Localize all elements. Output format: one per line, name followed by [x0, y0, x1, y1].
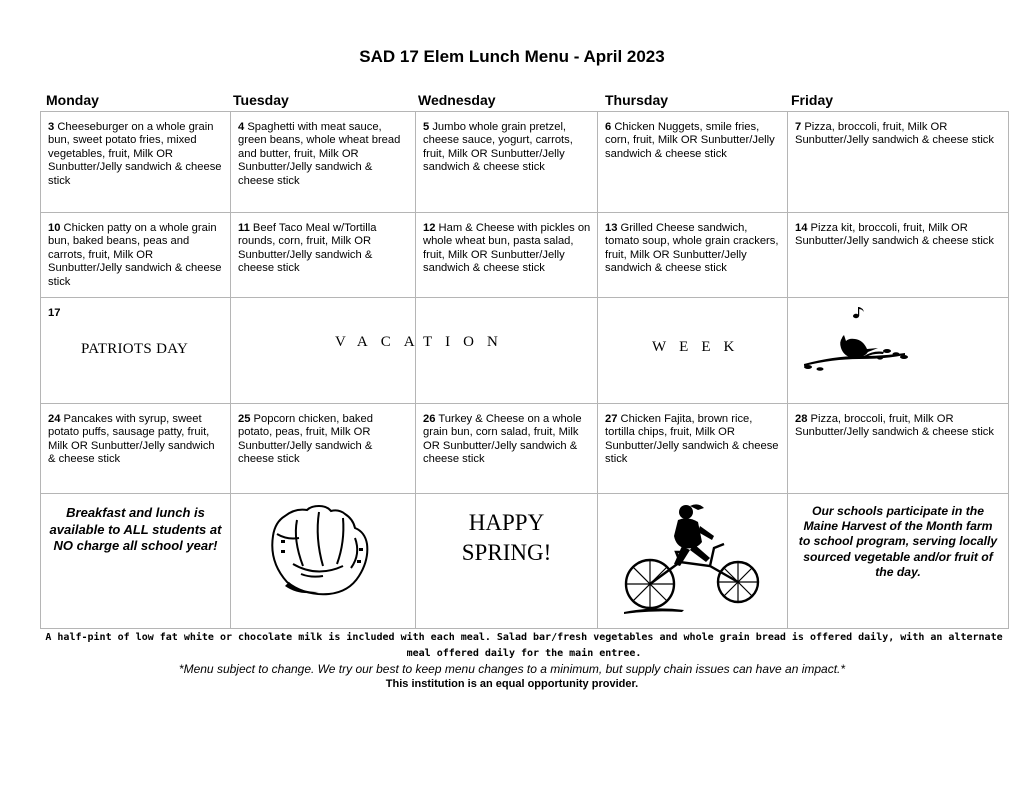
day-header-tuesday: Tuesday: [233, 92, 289, 108]
patriots-day-label: PATRIOTS DAY: [81, 341, 189, 357]
vacation-text-part1: VACA: [335, 334, 428, 350]
day-header-thursday: Thursday: [605, 92, 669, 108]
baseball-glove-cell: [231, 494, 416, 629]
menu-cell-apr-25: 25 Popcorn chicken, baked potato, peas, fruit, Milk OR Sunbutter/Jelly sandwich & cheese stick: [231, 404, 416, 494]
menu-cell-apr-3: 3 Cheeseburger on a whole grain bun, sweet potato fries, mixed vegetables, fruit, Milk OR Sunbutter/Jelly sandwich & cheese stick: [41, 112, 231, 213]
vacation-cell-thursday: [598, 298, 788, 404]
menu-calendar: [40, 111, 1009, 629]
week-text: WEEK: [652, 339, 748, 355]
page-title: SAD 17 Elem Lunch Menu - April 2023: [359, 47, 665, 66]
menu-cell-apr-27: 27 Chicken Fajita, brown rice, tortilla chips, fruit, Milk OR Sunbutter/Jelly sandwich & cheese stick: [598, 404, 788, 494]
menu-cell-apr-5: 5 Jumbo whole grain pretzel, cheese sauce, yogurt, carrots, fruit, Milk OR Sunbutter/Jelly sandwich & cheese stick: [416, 112, 598, 213]
vacation-text-part2: TION: [423, 334, 511, 350]
milk-footnote: A half-pint of low fat white or chocolate milk is included with each meal. Salad bar/fresh vegetables and whole grain bread is offered daily, with an alternate meal offered daily for the main entree.: [45, 632, 1003, 659]
week-row-4: [41, 404, 1009, 494]
menu-cell-apr-12: 12 Ham & Cheese with pickles on whole wheat bun, pasta salad, fruit, Milk OR Sunbutter/Jelly sandwich & cheese stick: [416, 213, 598, 298]
date-17: 17: [48, 307, 61, 319]
menu-cell-apr-26: 26 Turkey & Cheese on a whole grain bun, corn salad, fruit, Milk OR Sunbutter/Jelly sandwich & cheese stick: [416, 404, 598, 494]
menu-cell-apr-13: 13 Grilled Cheese sandwich, tomato soup, whole grain crackers, fruit, Milk OR Sunbutter/Jelly sandwich & cheese stick: [598, 213, 788, 298]
menu-cell-apr-14: 14 Pizza kit, broccoli, fruit, Milk OR Sunbutter/Jelly sandwich & cheese stick: [788, 213, 1009, 298]
week-row-1: [41, 112, 1009, 213]
equal-opportunity-statement: This institution is an equal opportunity provider.: [385, 678, 639, 690]
harvest-note-cell: [788, 494, 1009, 629]
happy-spring-text: HAPPY SPRING!: [461, 510, 552, 565]
day-header-friday: Friday: [791, 92, 834, 108]
breakfast-note-cell: [41, 494, 231, 629]
week-row-3: [41, 298, 1009, 404]
harvest-note: Our schools participate in the Maine Harvest of the Month farm to school program, serving locally sourced vegetable and/or fruit of the day.: [798, 504, 998, 579]
baseball-glove-icon: [267, 504, 377, 596]
cyclist-cell: [598, 494, 788, 629]
bird-cell-friday: [788, 298, 1009, 404]
menu-cell-apr-7: 7 Pizza, broccoli, fruit, Milk OR Sunbutter/Jelly sandwich & cheese stick: [788, 112, 1009, 213]
breakfast-note: Breakfast and lunch is available to ALL students at NO charge all school year!: [49, 505, 222, 553]
menu-cell-apr-10: 10 Chicken patty on a whole grain bun, baked beans, peas and carrots, fruit, Milk OR Sunbutter/Jelly sandwich & cheese stick: [41, 213, 231, 298]
vacation-cell-tuesday: [231, 298, 428, 404]
happy-spring-cell: [416, 494, 598, 629]
day-header-monday: Monday: [46, 92, 99, 108]
menu-disclaimer: *Menu subject to change. We try our best to keep menu changes to a minimum, but supply chain issues can have an impact.*: [178, 662, 846, 676]
menu-cell-apr-17: [41, 298, 231, 404]
menu-cell-apr-28: 28 Pizza, broccoli, fruit, Milk OR Sunbutter/Jelly sandwich & cheese stick: [788, 404, 1009, 494]
day-header-row: [40, 92, 1008, 110]
child-on-bicycle-icon: [620, 502, 765, 617]
day-header-wednesday: Wednesday: [418, 92, 496, 108]
menu-cell-apr-24: 24 Pancakes with syrup, sweet potato puffs, sausage patty, fruit, Milk OR Sunbutter/Jelly sandwich & cheese stick: [41, 404, 231, 494]
vacation-cell-wednesday: [416, 298, 598, 404]
menu-cell-apr-6: 6 Chicken Nuggets, smile fries, corn, fruit, Milk OR Sunbutter/Jelly sandwich & cheese stick: [598, 112, 788, 213]
menu-cell-apr-11: 11 Beef Taco Meal w/Tortilla rounds, corn, fruit, Milk OR Sunbutter/Jelly sandwich & cheese stick: [231, 213, 416, 298]
notes-row: [41, 494, 1009, 629]
week-row-2: [41, 213, 1009, 298]
bird-on-branch-icon: [802, 306, 912, 378]
menu-cell-apr-4: 4 Spaghetti with meat sauce, green beans, whole wheat bread and butter, fruit, Milk OR Sunbutter/Jelly sandwich & cheese stick: [231, 112, 416, 213]
